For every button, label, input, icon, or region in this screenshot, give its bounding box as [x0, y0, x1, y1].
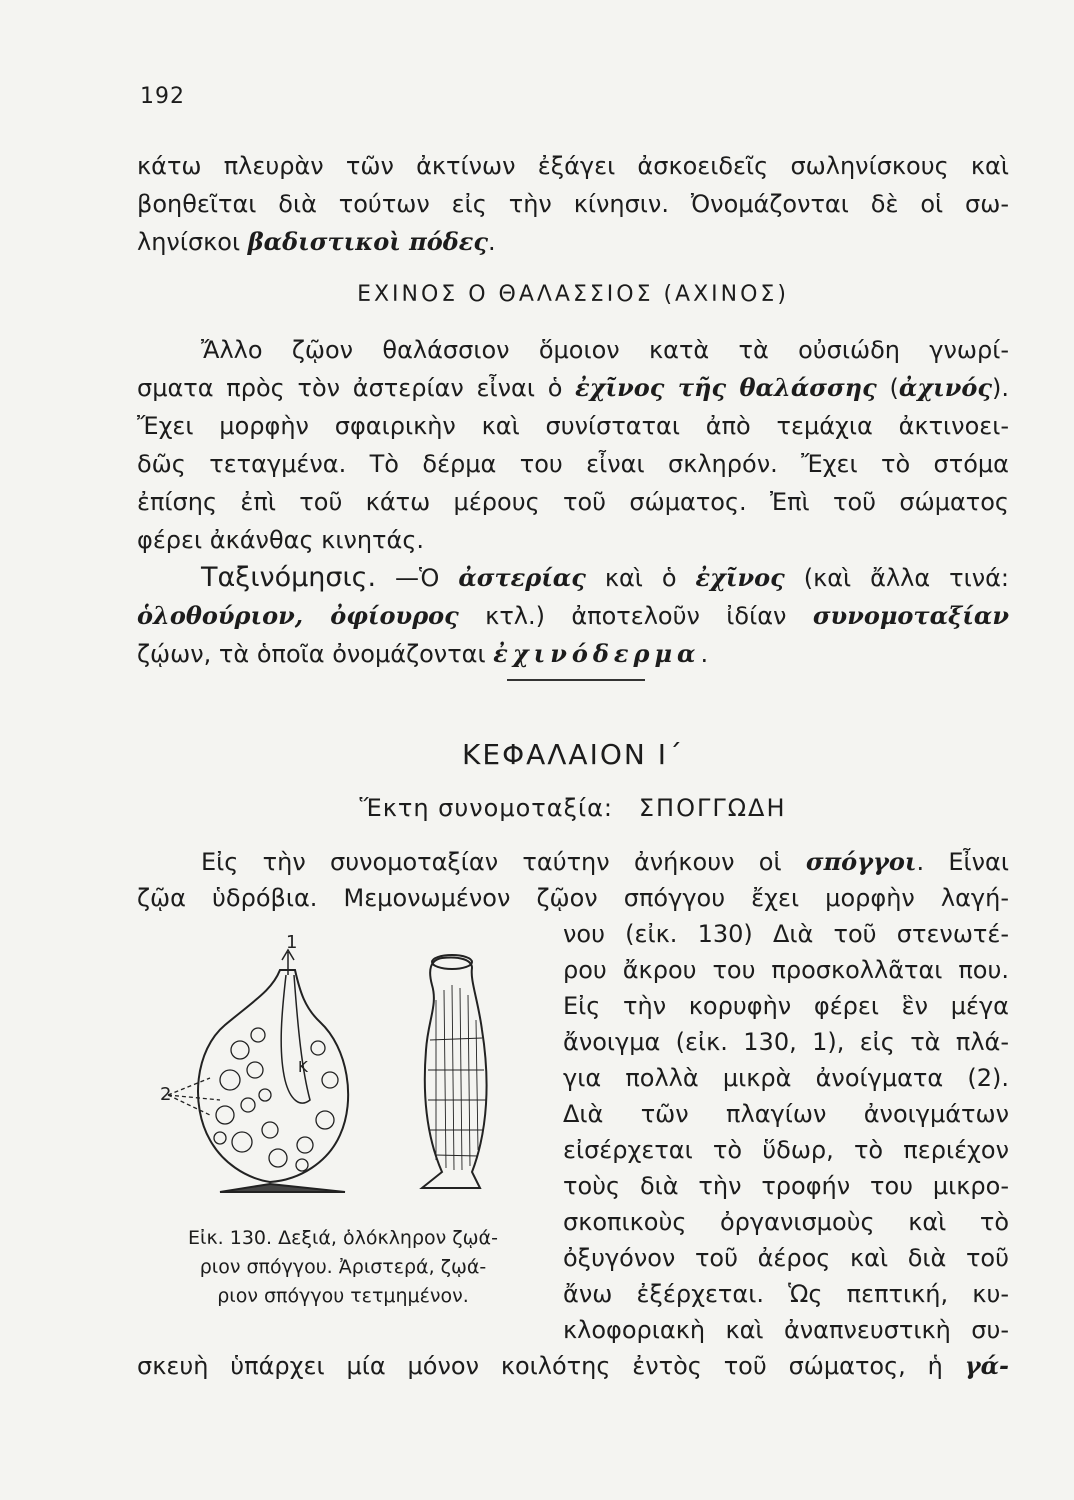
- text-span: . Εἶναι: [916, 848, 1009, 876]
- text-span: (καὶ ἄλλα τινά:: [784, 564, 1010, 592]
- sponge-illustration: [160, 930, 540, 1220]
- text-line: [137, 370, 1009, 406]
- text-span: (: [876, 374, 899, 402]
- text-line: [137, 598, 1009, 634]
- chapter-title: ΚΕΦΑΛΑΙΟΝ Ι΄: [462, 738, 684, 771]
- text-line: για πολλὰ μικρὰ ἀνοίγματα (2).: [563, 1064, 1009, 1092]
- text-line: ζῷα ὑδρόβια. Μεμονωμένον ζῷον σπόγγου ἔχει μορφὴν λαγή-: [137, 884, 1009, 912]
- text-line: εἰσέρχεται τὸ ὕδωρ, τὸ περιέχον: [563, 1136, 1009, 1164]
- text-line: Διὰ τῶν πλαγίων ἀνοιγμάτων: [563, 1100, 1009, 1128]
- text-span: ζῴων, τὰ ὁποῖα ὀνομάζονται: [137, 640, 494, 668]
- phylum-prefix: Ἕκτη συνομοταξία:: [359, 794, 613, 822]
- figure-label-2: 2: [160, 1084, 172, 1105]
- sponge-central-cavity: [281, 975, 310, 1103]
- text-line: φέρει ἀκάνθας κινητάς.: [137, 526, 425, 554]
- emphasis-term: γά-: [964, 1351, 1009, 1380]
- emphasis-term: συνομοταξίαν: [812, 601, 1009, 630]
- text-span: ).: [992, 374, 1009, 402]
- text-span: —Ὁ: [376, 564, 459, 592]
- figure-label-k: K: [298, 1058, 308, 1076]
- text-line: δῶς τεταγμένα. Τὸ δέρμα του εἶναι σκληρόν. Ἔχει τὸ στόμα: [137, 450, 1009, 478]
- figure-label-1: 1: [286, 932, 298, 953]
- text-line: τοὺς διὰ τὴν τροφήν του μικρο-: [563, 1172, 1009, 1200]
- text-span: Εἰς τὴν συνομοταξίαν ταύτην ἀνήκουν οἱ: [201, 848, 806, 876]
- text-line: σκοπικοὺς ὀργανισμοὺς καὶ τὸ: [563, 1208, 1009, 1236]
- text-line: Εἰς τὴν κορυφὴν φέρει ἓν μέγα: [563, 992, 1009, 1020]
- text-line: ἐπίσης ἐπὶ τοῦ κάτω μέρους τοῦ σώματος. Ἐπὶ τοῦ σώματος: [137, 488, 1009, 516]
- section-heading: ΕΧΙΝΟΣ Ο ΘΑΛΑΣΣΙΟΣ (ΑΧΙΝΟΣ): [357, 282, 789, 307]
- emphasis-term: ἀχινός: [898, 373, 992, 402]
- text-span: κτλ.) ἀποτελοῦν ἰδίαν: [458, 602, 813, 630]
- text-line: κλοφοριακὴ καὶ ἀναπνευστικὴ συ-: [563, 1316, 1009, 1344]
- section-divider: [507, 679, 645, 681]
- text-span: σματα πρὸς τὸν ἀστερίαν εἶναι ὁ: [137, 374, 576, 402]
- text-line: ρου ἄκρου του προσκολλᾶται που.: [563, 956, 1009, 984]
- text-line: βοηθεῖται διὰ τούτων εἰς τὴν κίνησιν. Ὀνομάζονται δὲ οἱ σω-: [137, 190, 1009, 218]
- text-span: ληνίσκοι: [137, 228, 248, 256]
- water-inflow-arrows: [168, 1078, 220, 1115]
- sponge-base: [220, 1184, 345, 1192]
- phylum-heading: [137, 794, 1009, 822]
- text-line: ἄνω ἐξέρχεται. Ὡς πεπτική, κυ-: [563, 1280, 1009, 1308]
- emphasis-term: ἀστερίας: [458, 563, 586, 592]
- text-line: [137, 560, 1009, 596]
- text-span: .: [700, 640, 709, 668]
- sponge-figure: [160, 930, 540, 1220]
- caption-line: Εἰκ. 130. Δεξιά, ὁλόκληρον ζῳά-: [188, 1227, 498, 1249]
- text-line: ὀξυγόνον τοῦ ἀέρος καὶ διὰ τοῦ: [563, 1244, 1009, 1272]
- emphasis-term: ἐχῖνος τῆς θαλάσσης: [575, 373, 877, 402]
- figure-caption: [158, 1224, 528, 1311]
- text-line: Ἔχει μορφὴν σφαιρικὴν καὶ συνίσταται ἀπὸ τεμάχια ἀκτινοει-: [137, 412, 1009, 440]
- phylum-name: ΣΠΟΓΓΩΔΗ: [638, 794, 787, 822]
- emphasis-term: ὁλοθούριον, ὀφίουρος: [137, 601, 459, 630]
- text-span: καὶ ὁ: [585, 564, 696, 592]
- text-line: κάτω πλευρὰν τῶν ἀκτίνων ἐξάγει ἀσκοειδεῖς σωληνίσκους καὶ: [137, 152, 1009, 180]
- text-span: σκευὴ ὑπάρχει μία μόνον κοιλότης ἐντὸς τοῦ σώματος, ἡ: [137, 1352, 965, 1380]
- page-number: 192: [140, 84, 185, 109]
- text-span: .: [487, 228, 496, 256]
- emphasis-term: βαδιστικοὶ πόδες: [247, 227, 488, 256]
- outflow-arrow: [282, 950, 294, 975]
- text-line: [137, 224, 1009, 260]
- text-line: Ἄλλο ζῷον θαλάσσιον ὅμοιον κατὰ τὰ οὐσιώδη γνωρί-: [201, 336, 1009, 364]
- text-line: [137, 844, 1009, 880]
- text-line: νου (εἰκ. 130) Διὰ τοῦ στενωτέ-: [563, 920, 1009, 948]
- text-line: ἄνοιγμα (εἰκ. 130, 1), εἰς τὰ πλά-: [563, 1028, 1009, 1056]
- text-line: [137, 636, 1009, 672]
- emphasis-term: ἐχινόδερμα: [493, 639, 701, 668]
- emphasis-term: σπόγγοι: [805, 847, 917, 876]
- caption-line: ριον σπόγγου τετμημένον.: [217, 1285, 469, 1307]
- text-line: [137, 1348, 1009, 1384]
- caption-line: ριον σπόγγου. Ἀριστερά, ζῳά-: [199, 1256, 487, 1278]
- emphasis-term: ἐχῖνος: [695, 563, 785, 592]
- classification-label: Ταξινόμησις.: [201, 562, 377, 593]
